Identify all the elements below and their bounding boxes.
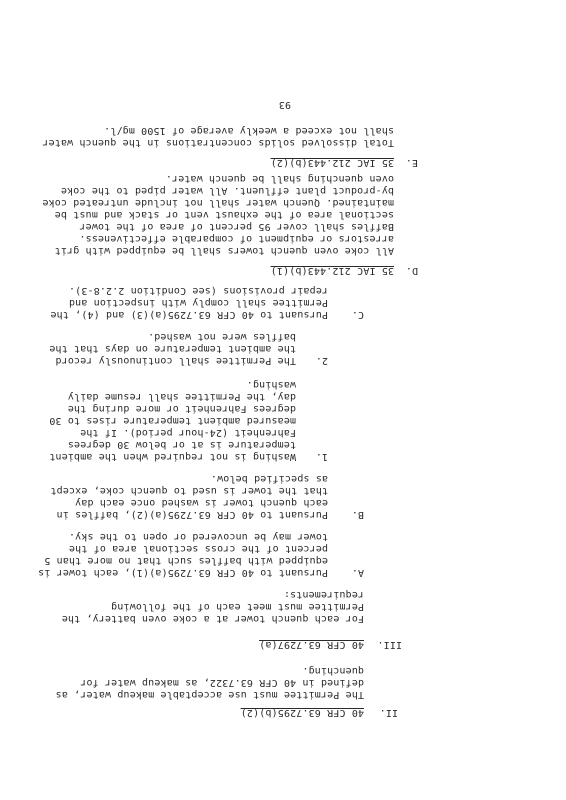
item-b-label: B. xyxy=(351,509,364,520)
item-c-line-2: Permittee shall comply with inspection and xyxy=(68,297,328,308)
item-b-line-3: that the tower is used to quench coke, except xyxy=(50,485,328,496)
item-c-line-1: Pursuant to 40 CFR 63.7295(a)(3) and (4), the xyxy=(50,309,328,320)
section-e-label: E. xyxy=(405,157,418,168)
section-d-line-5: maintained. Quench water shall not include untreated coke xyxy=(42,197,394,208)
section-e-line-2: shall not exceed a weekly average of 1500 mg/l. xyxy=(103,125,394,136)
item-b-line-4: as specified below. xyxy=(210,473,328,484)
section-e-line-1: Total dissolved solids concentrations in the quench water xyxy=(42,137,394,148)
item-b-line-1: Pursuant to 40 CFR 63.7295(a)(2), baffles in xyxy=(56,509,328,520)
section-d-line-7: oven quenching shall be quench water. xyxy=(165,173,394,184)
item-b1-line-6: day, the Permittee shall resume daily xyxy=(67,391,296,402)
section-3-reference: 40 CFR 63.7297(a) xyxy=(259,639,364,650)
item-c-line-3: repair provisions (see Condition 2.2.8-3). xyxy=(68,285,328,296)
section-3-intro-line-3: requirements: xyxy=(283,589,364,600)
item-b1-line-5: degrees Fahrenheit or more during the xyxy=(67,403,296,414)
item-b2-line-1: The Permittee shall continuously record xyxy=(55,355,296,366)
item-b1-line-3: Fahrenheit (24-hour period). If the xyxy=(80,427,296,438)
section-2-reference: 40 CFR 63.7295(b)(2) xyxy=(240,707,364,718)
section-2-number: II. xyxy=(379,707,398,718)
item-b2-line-2: the ambient temperature on days that the xyxy=(49,343,296,354)
section-3-intro-line-2: Permittee must meet each of the following xyxy=(111,601,364,612)
section-d-line-6: by-product plant effluent. All water piped to the coke xyxy=(60,185,394,196)
item-b1-line-4: measured ambient temperature rises to 30 xyxy=(49,415,296,426)
item-b2-number: 2. xyxy=(315,355,328,366)
section-2-line-1: The Permittee must use acceptable makeup water, as xyxy=(55,689,364,700)
item-a-line-2: equipped with baffles such that no more than 5 xyxy=(44,555,328,566)
section-d-line-1: All coke oven quench towers shall be equipped with grit xyxy=(54,245,394,256)
item-b1-line-1: Washing is not required when the ambient xyxy=(49,451,296,462)
section-2-line-2: defined in 40 CFR 63.7322, as makeup water for xyxy=(80,677,364,688)
item-b-line-2: each quench tower is washed once each day xyxy=(75,497,328,508)
section-3-intro-line-1: For each quench tower at a coke oven battery, the xyxy=(61,613,364,624)
item-a-line-4: tower may be uncovered or open to the sky. xyxy=(68,531,328,542)
section-e-reference: 35 IAC 212.443(b)(2) xyxy=(270,157,394,168)
item-c-label: C. xyxy=(351,309,364,320)
section-d-line-3: Baffles shall cover 95 percent of area of the tower xyxy=(79,221,394,232)
item-b1-line-7: washing. xyxy=(246,379,296,390)
item-a-line-3: percent of the cross sectional area of the xyxy=(68,543,328,554)
section-d-line-4: sectional area of the exhaust vent or stack and must be xyxy=(54,209,394,220)
section-d-reference: 35 IAC 212.443(b)(1) xyxy=(270,265,394,276)
section-2-line-3: quenching. xyxy=(302,665,364,676)
page-number: 93 xyxy=(278,99,291,110)
item-b1-number: 1. xyxy=(315,451,328,462)
section-3-number: III. xyxy=(377,639,402,650)
item-a-label: A. xyxy=(351,567,364,578)
section-d-label: D. xyxy=(405,265,418,276)
section-d-line-2: arrestors or equipment of comparable effectiveness. xyxy=(79,233,394,244)
item-b1-line-2: temperature is at or below 30 degrees xyxy=(67,439,296,450)
item-b2-line-3: baffles were not washed. xyxy=(147,331,296,342)
item-a-line-1: Pursuant to 40 CFR 63.7295(a)(1), each tower is xyxy=(37,567,328,578)
